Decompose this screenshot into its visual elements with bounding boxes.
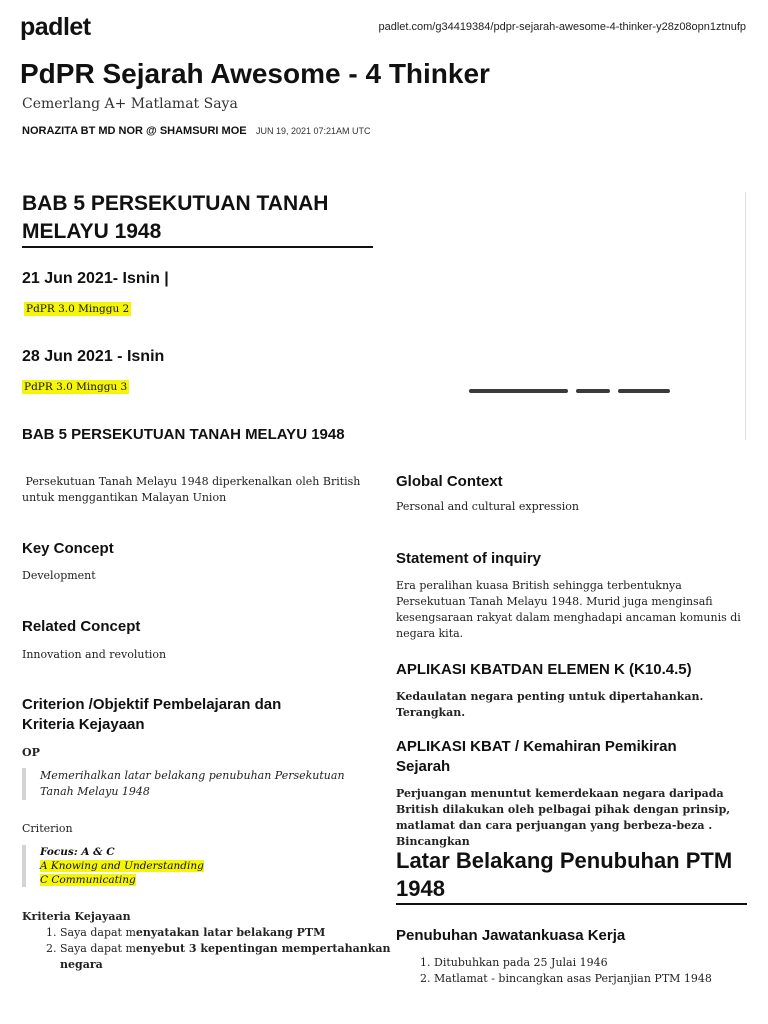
global-context-title: Global Context xyxy=(396,473,503,490)
week-label-2: PdPR 3.0 Minggu 3 xyxy=(24,381,128,393)
aplikasi2-title: APLIKASI KBAT / Kemahiran Pemikiran Sejarah xyxy=(396,738,677,775)
related-concept-text: Innovation and revolution xyxy=(22,648,167,661)
week-badge-1 xyxy=(24,297,374,316)
kriteria-1-pre: Saya dapat m xyxy=(60,926,136,939)
week-badge-2 xyxy=(22,375,372,394)
bab-description xyxy=(22,474,372,506)
focus-c: C Communicating xyxy=(40,874,136,886)
author-name: NORAZITA BT MD NOR @ SHAMSURI MOE xyxy=(22,125,247,137)
aplikasi2-text: Perjuangan menuntut kemerdekaan negara daripada British dilakukan oleh pelbagai pihak dengan prinsip, matlamat dan cara perjuangan yang berbeza-beza . Bincangkan xyxy=(396,787,731,848)
image-loading-bar-2 xyxy=(576,389,610,393)
image-loading-bar-1 xyxy=(469,389,568,393)
op-quote: Memerihalkan latar belakang penubuhan Persekutuan Tanah Melayu 1948 xyxy=(22,768,370,800)
image-loading-bar-3 xyxy=(618,389,670,393)
date-heading-2: 28 Jun 2021 - Isnin xyxy=(22,348,165,365)
penubuhan-title: Penubuhan Jawatankuasa Kerja xyxy=(396,927,626,944)
kriteria-1-bold: enyatakan latar belakang PTM xyxy=(135,926,326,939)
page-subtitle: Cemerlang A+ Matlamat Saya xyxy=(22,96,238,112)
key-concept-text: Development xyxy=(22,569,96,582)
latar-heading: Latar Belakang Penubuhan PTM 1948 xyxy=(396,848,733,901)
aplikasi1-title: APLIKASI KBATDAN ELEMEN K (K10.4.5) xyxy=(396,661,692,678)
kriteria-2-bold: enyebut 3 kepentingan mempertahankan negara xyxy=(60,942,391,971)
post-date: JUN 19, 2021 07:21AM UTC xyxy=(256,126,371,136)
list-item xyxy=(60,941,410,973)
kriteria-label: Kriteria Kejayaan xyxy=(22,910,131,923)
focus-quote xyxy=(22,845,390,887)
date-heading-1: 21 Jun 2021- Isnin | xyxy=(22,270,169,287)
main-section-heading: BAB 5 PERSEKUTUAN TANAH MELAYU 1948 xyxy=(22,192,329,243)
list-item: 2. Matlamat - bincangkan asas Perjanjian PTM 1948 xyxy=(434,971,768,987)
focus-a: A Knowing and Understanding xyxy=(40,860,204,872)
aplikasi1-text: Kedaulatan negara penting untuk dipertahankan. Terangkan. xyxy=(396,690,704,719)
page-title: PdPR Sejarah Awesome - 4 Thinker xyxy=(20,58,490,89)
latar-underline xyxy=(396,903,747,905)
bab-description-text: Persekutuan Tanah Melayu 1948 diperkenalkan oleh British untuk menggantikan Malayan Union xyxy=(22,475,361,504)
page-url: padlet.com/g34419384/pdpr-sejarah-awesome-4-thinker-y28z08opn1ztnufp xyxy=(378,21,746,33)
bab-heading: BAB 5 PERSEKUTUAN TANAH MELAYU 1948 xyxy=(22,426,345,443)
op-label: OP xyxy=(22,746,40,759)
criterion-label: Criterion xyxy=(22,822,73,835)
list-item xyxy=(60,925,410,941)
kriteria-2-pre: Saya dapat m xyxy=(60,942,136,955)
key-concept-title: Key Concept xyxy=(22,540,114,557)
penubuhan-list xyxy=(396,955,768,987)
criterion-title: Criterion /Objektif Pembelajaran dan Kriteria Kejayaan xyxy=(22,696,282,733)
related-concept-title: Related Concept xyxy=(22,618,141,635)
padlet-logo[interactable]: padlet xyxy=(20,13,91,41)
image-edge-divider xyxy=(745,192,746,440)
global-context-text: Personal and cultural expression xyxy=(396,500,579,513)
kriteria-list xyxy=(22,925,410,973)
list-item: 1. Ditubuhkan pada 25 Julai 1946 xyxy=(434,955,768,971)
heading-underline xyxy=(22,246,373,248)
week-label-1: PdPR 3.0 Minggu 2 xyxy=(26,303,130,315)
focus-label: Focus: A & C xyxy=(40,846,115,858)
inquiry-text: Era peralihan kuasa British sehingga terbentuknya Persekutuan Tanah Melayu 1948. Murid juga menginsafi kesengsaraan rakyat dalam menghadapi ancaman komunis di negara kita. xyxy=(396,579,741,640)
inquiry-title: Statement of inquiry xyxy=(396,550,542,567)
